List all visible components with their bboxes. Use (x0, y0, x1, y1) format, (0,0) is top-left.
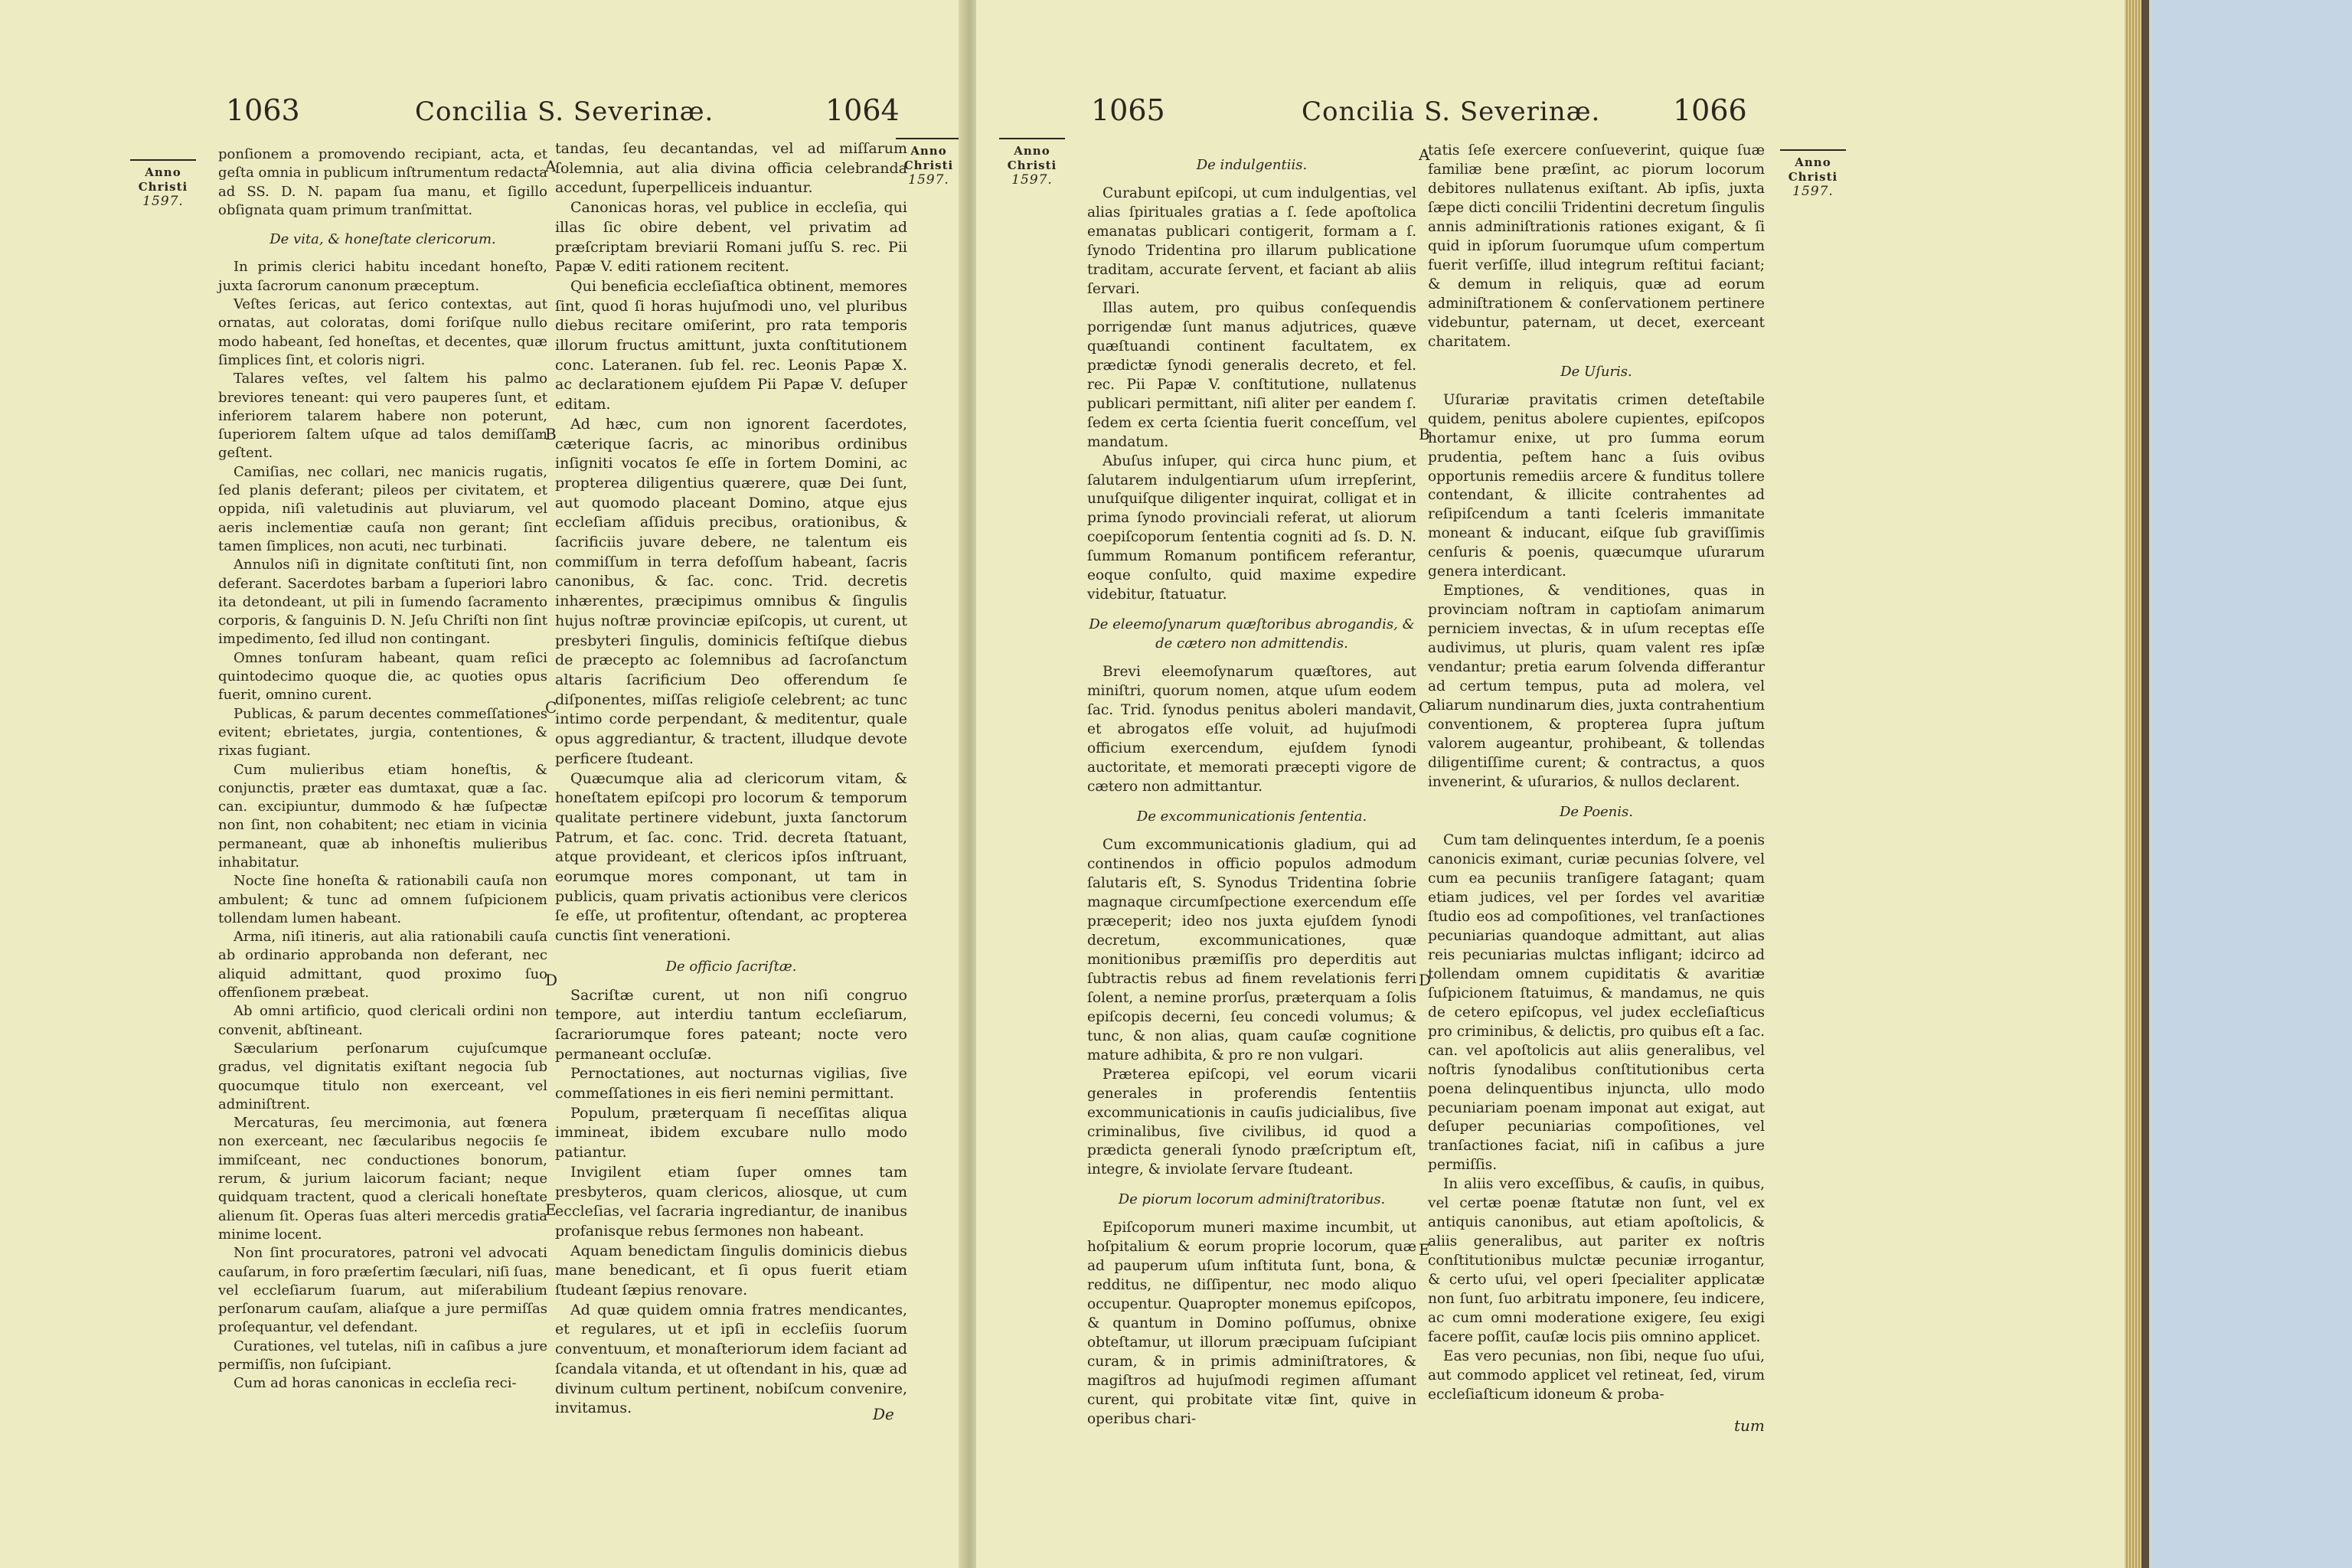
paragraph: Curabunt epiſcopi, ut cum indulgentias, vel alias ſpirituales gratias a ſ. ſede apoſtolica emanatas publicari contigerit, formam a ſ. ſynodo Tridentina pro illarum publicatione traditam, accurate ſervent, et faciant ab aliis ſervari. (1087, 185, 1416, 297)
paragraph: Abuſus inſuper, qui circa hunc pium, et ſalutarem indulgentiarum uſum irrepſerint, unuſquiſque diligenter inquirat, colligat et in prima ſynodo provinciali referat, ut aliorum coepiſcoporum ſententia cogniti ad ſs. D. N. ſummum Romanum pontificem referantur, eoque conſulto, quid maxime expedire videbitur, ſtatuatur. (1087, 452, 1416, 603)
paragraph: Eas vero pecunias, non ſibi, neque ſuo uſui, aut commodo applicet vel retineat, ſed, virum eccleſiaſticum idoneum & proba- (1428, 1348, 1765, 1403)
year-margin-note (999, 138, 1065, 188)
paragraph: Quæcumque alia ad clericorum vitam, & honeſtatem epiſcopi pro locorum & temporum qualitate pertinere videbunt, juxta ſanctorum Patrum, et ſac. conc. Trid. decreta ſtatuant, atque provideant, et clericos ipſos inſtruant, eorumque mores componant, ut tam in publicis, quam privatis actionibus vere clericos ſe eſſe, ut profitentur, oſtendant, ac propterea cunctis ſint venerationi. (555, 769, 907, 945)
text-column-right (1428, 142, 1765, 1405)
paragraph: Omnes tonſuram habeant, quam reſici quintodecimo quoque die, ac quoties opus fuerit, omnino curent. (218, 649, 547, 704)
paragraph: ponſionem a promovendo recipiant, acta, et geſta omnia in publicum inſtrumentum redacta ad SS. D. N. papam ſua manu, et ſigillo obſignata quam primum tranſmittat. (218, 146, 547, 218)
paragraph: Mercaturas, ſeu mercimonia, aut fœnera non exerceant, nec ſæcularibus negociis ſe immiſceant, nec conductiones bonorum, rerum, & jurium laicorum faciant; neque quidquam tractent, quod a clericali honeſtate alienum ſit. Operas ſuas alteri mercedis gratia minime locent. (218, 1115, 547, 1243)
text-column-left (1087, 145, 1416, 1429)
paragraph: Publicas, & parum decentes commeſſationes evitent; ebrietates, jurgia, contentiones, & rixas fugiant. (218, 705, 547, 760)
paragraph: Cum excommunicationis gladium, qui ad continendos in officio populos admodum ſalutaris eſt, S. Synodus Tridentina ſobrie magnaque circumſpectione exercendum eſſe præceperit; ideo nos juxta ejuſdem ſynodi decretum, excommunicationes, quæ monitionibus præmiſſis pro deperditis aut ſubtractis rebus ad finem revelationis ferri ſolent, a nemine prorſus, præterquam a ſolis epiſcopis decerni, ſeu concedi volumus; & tunc, & non alias, quam cauſæ cognitione mature adhibita, & pro re non vulgari. (1087, 836, 1416, 1063)
margin-anno: Anno (910, 144, 947, 158)
paragraph: Sæcularium perſonarum cujuſcumque gradus, vel dignitatis exiſtant negocia ſub quocumque titulo non exerceant, vel adminiſtrent. (218, 1040, 547, 1112)
paragraph: Pernoctationes, aut nocturnas vigilias, ſive commeſſationes in eis fieri nemini permittant. (555, 1065, 907, 1102)
margin-christi: Christi (903, 158, 954, 172)
margin-anno: Anno (1795, 155, 1831, 169)
page-number: 1065 (1091, 93, 1165, 127)
paragraph: tatis ſeſe exercere conſueverint, quique ſuæ familiæ bene præſint, ac piorum locorum debitores nullatenus exiſtant. Ab ipſis, juxta ſæpe dicti concilii Tridentini decretum ſingulis annis adminiſtrationis rationes exigant, & ſi quid in ipſorum ſuorumque uſum compertum fuerit verſiſſe, illud integrum reſtitui faciant; & demum in reliquis, quæ ad eorum adminiſtrationem & conſervationem pertinere videbuntur, paternam, ut decet, exerceant charitatem. (1428, 142, 1765, 350)
paragraph: Ad quæ quidem omnia fratres mendicantes, et regulares, ut et ipſi in eccleſiis ſuorum conventuum, et monaſteriorum idem faciant ad ſcandala vitanda, et ut oſtendant in his, quæ ad divinum cultum pertinent, nobiſcum convenire, invitamus. (555, 1301, 907, 1417)
paragraph: Curationes, vel tutelas, niſi in caſibus a jure permiſſis, non ſuſcipiant. (218, 1338, 547, 1373)
paragraph: Sacriſtæ curent, ut non niſi congruo tempore, aut interdiu tantum eccleſiarum, ſacrariorumque fores pateant; nocte vero permaneant occluſæ. (555, 986, 907, 1063)
section-heading: De eleemoſynarum quæſtoribus abrogandis, & de cætero non admittendis. (1089, 616, 1415, 652)
paragraph: Qui beneficia eccleſiaſtica obtinent, memores ſint, quod ſi horas hujuſmodi uno, vel pluribus diebus recitare omiſerint, pro rata temporis illorum fructus amittunt, juxta conſtitutionem conc. Lateranen. ſub fel. rec. Leonis Papæ X. ac declarationem ejuſdem Pii Papæ V. deſuper editam. (555, 277, 907, 413)
section-letter: D (545, 971, 558, 989)
text-column-left (218, 145, 547, 1393)
paragraph: Talares veſtes, vel ſaltem his palmo breviores teneant: qui vero pauperes ſunt, et inferiorem talarem habere non poterunt, ſuperiorem ſaltem uſque ad talos demiſſam geſtent. (218, 371, 547, 462)
paragraph: Populum, præterquam ſi neceſſitas aliqua immineat, ibidem excubare nullo modo patiantur. (555, 1104, 907, 1161)
paragraph: Brevi eleemoſynarum quæſtores, aut miniſtri, quorum nomen, atque uſum eodem ſac. Trid. ſynodus penitus aboleri mandavit, et abrogatos eſſe voluit, ad hujuſmodi officium exercendum, ejuſdem ſynodi auctoritate, et memorati præcepti vigore de cætero non admittantur. (1087, 664, 1416, 795)
text-column-right (555, 139, 907, 1419)
paragraph: Invigilent etiam ſuper omnes tam presbyteros, quam clericos, aliosque, ut cum eccleſias, vel ſacraria ingrediantur, de inanibus profanisque rebus ſermones non habeant. (555, 1163, 907, 1240)
page-edges (2125, 0, 2141, 1568)
margin-year: 1597. (1792, 184, 1834, 199)
paragraph: Præterea epiſcopi, vel eorum vicarii generales in proferendis ſententiis excommunicationis in cauſis judicialibus, ſive criminalibus, ſive civilibus, id quod a prædicta generali ſynodo præſcriptum eſt, integre, & inviolate ſervare ſtudeant. (1087, 1066, 1416, 1178)
paragraph: Cum ad horas canonicas in eccleſia reci- (234, 1375, 517, 1392)
right-page (976, 0, 2125, 1568)
book-cover-edge (2141, 0, 2149, 1568)
background (2149, 0, 2352, 1568)
margin-year: 1597. (908, 172, 949, 188)
section-heading: De officio ſacriſtæ. (665, 958, 797, 975)
page-number: 1063 (226, 93, 300, 127)
paragraph: Nocte ſine honeſta & rationabili cauſa non ambulent; & tunc ad omnem ſuſpicionem tollendam lumen habeant. (218, 873, 547, 926)
paragraph: Cum tam delinquentes interdum, ſe a poenis canonicis eximant, curiæ pecunias ſolvere, vel cum ea pecuniis tranſigere ſatagant; quam etiam judices, vel per ſordes vel avaritiæ ſtudio eos ad compoſitiones, vel tranſactiones pecuniarias quandoque admittant, aut alias reis pecuniarias mulctas infligant; idcirco ad tollendam omnem cupiditatis & avaritiæ ſuſpicionem ſtatuimus, & mandamus, ne quis de cetero epiſcopus, vel judex eccleſiaſticus pro criminibus, & delictis, pro quibus eſt a ſac. can. vel apoſtolicis aut aliis generalibus, vel noſtris ſynodalibus conſtitutionibus certa poena delinquentibus injuncta, ullo modo pecuniariam poenam imponat aut exigat, aut deſuper pecuniarias compoſitiones, vel tranſactiones faciat, niſi in caſibus a jure permiſſis. (1428, 831, 1765, 1174)
section-letter: C (545, 698, 557, 717)
section-letter: E (1419, 1240, 1430, 1259)
paragraph: Arma, niſi itineris, aut alia rationabili cauſa ab ordinario approbanda non deferant, nec aliquid admittant, quod proximo ſuo offenſionem præbeat. (218, 929, 547, 1001)
section-heading: De indulgentiis. (1196, 157, 1308, 173)
paragraph: In primis clerici habitu incedant honeſto, juxta ſacrorum canonum præceptum. (218, 259, 547, 294)
running-title: Concilia S. Severinæ. (415, 96, 714, 127)
section-heading: De Poenis. (1560, 803, 1633, 820)
section-letter: E (545, 1200, 557, 1219)
margin-anno: Anno (145, 165, 181, 179)
year-margin-note (130, 159, 196, 209)
section-letter: A (1419, 145, 1430, 164)
year-margin-note (1780, 149, 1846, 199)
section-heading: De Uſuris. (1560, 363, 1632, 380)
paragraph: In aliis vero exceſſibus, & cauſis, in quibus, vel certæ poenæ ſtatutæ non ſunt, vel ex antiquis canonibus, aut etiam apoſtolicis, & aliis generalibus, aut pariter ex noſtris conſtitutionibus mulctæ pecuniæ irrogantur, & certo uſui, vel operi ſpecialiter applicatæ non ſunt, ſuo arbitratu imponere, ſeu indicere, ac cum omni moderatione exigere, ſeu exigi facere poſſit, cauſæ locis piis omnino applicet. (1428, 1176, 1765, 1346)
paragraph: Aquam benedictam ſingulis dominicis diebus mane benedicant, et ſi opus fuerit etiam ſtudeant ſæpius renovare. (555, 1242, 907, 1299)
paragraph: Cum mulieribus etiam honeſtis, & conjunctis, præter eas dumtaxat, quæ a ſac. can. excipiuntur, dummodo & hæ ſuſpectæ non ſint, non cohabitent; nec etiam in vicinia permaneant, quæ ab inhoneſtis mulieribus inhabitatur. (218, 761, 547, 871)
page-number: 1064 (825, 93, 900, 127)
catchword: tum (1734, 1416, 1765, 1435)
running-title: Concilia S. Severinæ. (1302, 96, 1601, 127)
section-letter: B (545, 425, 557, 443)
paragraph: Camiſias, nec collari, nec manicis rugatis, ſed planis deferant; pileos per civitatem, et oppida, niſi valetudinis aut pluviarum, vel aeris inclementiæ cauſa non gerant; ſint tamen ſimplices, non acuti, nec turbinati. (218, 463, 547, 554)
paragraph: Epiſcoporum muneri maxime incumbit, ut hoſpitalium & eorum proprie locorum, quæ ad pauperum uſum inſtituta ſunt, bona, & redditus, ne diſſipentur, nec modo aliquo occupentur. Quapropter monemus epiſcopos, & quantum in Domino poſſumus, obnixe obteſtamur, ut illorum præcipuam ſuſcipiant curam, & in primis adminiſtratores, & magiſtros ad hujuſmodi regimen aſſumant curent, qui probitate vitæ ſint, quive in operibus chari- (1087, 1220, 1416, 1428)
section-letter: D (1419, 971, 1432, 989)
section-heading: De piorum locorum adminiſtratoribus. (1118, 1191, 1386, 1208)
paragraph: Veſtes ſericas, aut ſerico contextas, aut ornatas, aut coloratas, domi foriſque nullo modo habeant, ſed honeſtas, et decentes, quæ ſimplices ſint, et coloris nigri. (218, 296, 547, 368)
paragraph: tandas, ſeu decantandas, vel ad miſſarum ſolemnia, aut alia divina officia celebranda accedunt, ſuperpelliceis induantur. (555, 140, 907, 197)
section-heading: De excommunicationis ſententia. (1136, 808, 1367, 825)
paragraph: Illas autem, pro quibus conſequendis porrigendæ ſunt manus adjutrices, quæve quæſtuandi continent facultatem, ex prædictæ ſynodi generalis decreto, et fel. rec. Pii Papæ V. conſtitutione, nullatenus publicari permittant, niſi aliter per eandem ſ. ſedem ex certa ſcientia fuerit conceſſum, vel mandatum. (1087, 299, 1416, 450)
paragraph: Non ſint procuratores, patroni vel advocati cauſarum, in foro præſertim ſæculari, niſi ſuas, vel eccleſiarum ſuarum, aut miſerabilium perſonarum cauſam, aliaſque a jure permiſſas proſequantur, vel defendant. (218, 1245, 547, 1336)
margin-christi: Christi (138, 180, 188, 194)
paragraph: Ab omni artificio, quod clericali ordini non convenit, abſtineant. (218, 1003, 547, 1038)
section-letter: C (1419, 698, 1431, 717)
margin-anno: Anno (1014, 144, 1050, 158)
section-letter: A (545, 157, 557, 175)
margin-christi: Christi (1007, 158, 1057, 172)
page-number: 1066 (1673, 93, 1747, 127)
margin-year: 1597. (142, 194, 184, 209)
paragraph: Canonicas horas, vel publice in eccleſia, qui illas ſic obire debent, vel privatim ad præſcriptam breviarii Romani juſſu S. rec. Pii Papæ V. editi rationem recitent. (555, 199, 907, 276)
paragraph: Ad hæc, cum non ignorent ſacerdotes, cæterique ſacris, ac minoribus ordinibus inſigniti vocatos ſe eſſe in ſortem Domini, ac propterea diligentius quærere, quæ Dei ſunt, aut quomodo placeant Domino, atque ejus eccleſiam aſſiduis precibus, orationibus, & ſacrificiis juvare debere, ne talentum eis commiſſum in terra defoſſum habeant, ſacris canonibus, & ſac. conc. Trid. decretis inhærentes, præcipimus omnibus & ſingulis hujus noſtræ provinciæ epiſcopis, ut curent, ut presbyteri ſingulis, dominicis feſtiſque diebus de præcepto ac ſolemnibus ad ſacroſanctum altaris ſacrificium Deo offerendum ſe diſponentes, miſſas religioſe celebrent; ac tunc intimo corde perpendant, & meditentur, quale opus aggrediantur, & tractent, illudque devote perficere ſtudeant. (555, 415, 907, 767)
paragraph: Uſurariæ pravitatis crimen deteſtabile quidem, penitus abolere cupientes, epiſcopos hortamur enixe, ut pro ſumma eorum prudentia, peſtem hanc a ſuis ovibus opportunis remediis arcere & funditus tollere contendant, & illicite contrahentes ad reſipiſcendum a tanti ſceleris immanitate moneant & inducant, eiſque ſub graviſſimis cenſuris & poenis, quæcumque uſurarum genera interdicant. (1428, 391, 1765, 580)
margin-christi: Christi (1788, 170, 1838, 184)
left-page (0, 0, 966, 1568)
catchword: De (873, 1405, 894, 1423)
paragraph: Annulos niſi in dignitate conſtituti ſint, non deferant. Sacerdotes barbam a ſuperiori labro ita detondeant, ut pili in ſumendo ſacramento corporis, & ſanguinis D. N. Jeſu Chriſti non ſint impedimento, ſed illud non contingant. (218, 557, 547, 648)
section-heading: De vita, & honeſtate clericorum. (270, 231, 496, 248)
section-letter: B (1419, 425, 1430, 443)
paragraph: Emptiones, & venditiones, quas in provinciam noſtram in captioſam animarum perniciem invectas, & in uſum receptas eſſe audivimus, ut pluris, quam valent res ipſæ vendantur; pretia earum ſolvenda differantur ad certum tempus, puta ad molerа, vel aliarum nundinarum dies, juxta contrahentium conventionem, & propterea ſupra juſtum valorem augeantur, prohibeant, & tollendas diligentiſſime curent; & contractus, a quos invenerint, & uſurarios, & nullos declarent. (1428, 583, 1765, 790)
margin-year: 1597. (1011, 172, 1053, 188)
